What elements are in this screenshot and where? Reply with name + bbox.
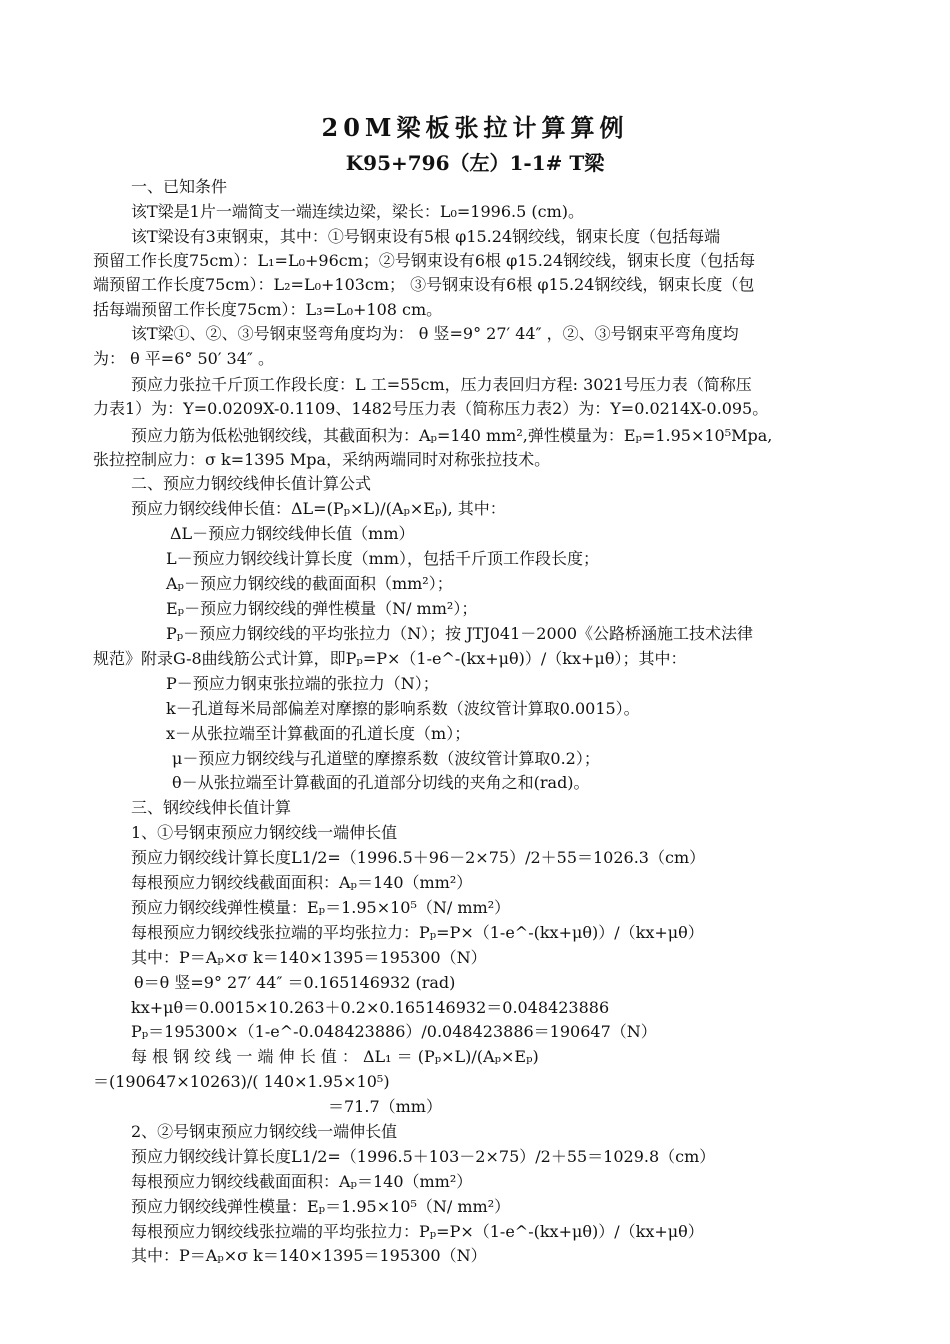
definition-line: θ－从张拉端至计算截面的孔道部分切线的夹角之和(rad)。	[172, 773, 590, 792]
paragraph-line: 预留工作长度75cm）：L₁=L₀+96cm；②号钢束设有6根 φ15.24钢绞线，钢束长度（包括每	[93, 251, 756, 270]
subsection-heading: 1、①号钢束预应力钢绞线一端伸长值	[131, 823, 398, 842]
definition-line: ΔL－预应力钢绞线伸长值（mm）	[170, 524, 415, 543]
section-heading: 二、预应力钢绞线伸长值计算公式	[131, 474, 372, 493]
calc-line: Pₚ＝195300×（1-e^-0.048423886）/0.048423886＝190647（N）	[131, 1022, 657, 1041]
formula-line: 预应力钢绞线伸长值：ΔL=(Pₚ×L)/(Aₚ×Eₚ), 其中：	[131, 499, 506, 518]
paragraph-line: 预应力筋为低松弛钢绞线，其截面积为：Aₚ=140 mm²,弹性模量为：Eₚ=1.95×10⁵Mpa,	[131, 426, 773, 445]
calc-line: 预应力钢绞线计算长度L1/2=（1996.5＋96－2×75）/2＋55＝1026.3（cm）	[131, 848, 706, 867]
calc-line: 预应力钢绞线计算长度L1/2=（1996.5＋103－2×75）/2＋55＝1029.8（cm）	[131, 1147, 716, 1166]
paragraph-line: 该T梁①、②、③号钢束竖弯角度均为： θ 竖=9° 27′ 44″ ，②、③号钢束平弯角度均	[131, 324, 739, 343]
calc-line: 每 根 钢 绞 线 一 端 伸 长 值 ： ΔL₁ ＝ (Pₚ×L)/(Aₚ×Eₚ)	[131, 1047, 539, 1066]
definition-line: k－孔道每米局部偏差对摩擦的影响系数（波纹管计算取0.0015）。	[166, 699, 640, 718]
paragraph-line: 端预留工作长度75cm）：L₂=L₀+103cm； ③号钢束设有6根 φ15.24钢绞线，钢束长度（包	[93, 275, 755, 294]
section-heading: 一、已知条件	[131, 177, 228, 196]
calc-result: ＝71.7（mm）	[328, 1097, 442, 1116]
paragraph-line: 该T梁是1片一端简支一端连续边梁，梁长：L₀=1996.5 (cm)。	[131, 202, 584, 221]
definition-line: L－预应力钢绞线计算长度（mm），包括千斤顶工作段长度；	[166, 549, 599, 568]
calc-line: ＝(190647×10263)/( 140×1.95×10⁵)	[93, 1072, 390, 1091]
paragraph-line: 括每端预留工作长度75cm）：L₃=L₀+108 cm。	[93, 300, 443, 319]
calc-line: 每根预应力钢绞线截面面积：Aₚ＝140（mm²）	[131, 1172, 473, 1191]
calc-line: 其中：P＝Aₚ×σ k＝140×1395＝195300（N）	[131, 1246, 487, 1265]
document-subtitle: K95+796（左）1-1# T梁	[345, 151, 605, 175]
definition-line: 规范》附录G-8曲线筋公式计算，即Pₚ=P×（1-e^-(kx+μθ)）/（kx+μθ）；其中：	[93, 649, 687, 668]
subsection-heading: 2、②号钢束预应力钢绞线一端伸长值	[131, 1122, 398, 1141]
calc-line: θ＝θ 竖=9° 27′ 44″ ＝0.165146932 (rad)	[134, 973, 456, 992]
definition-line: Pₚ－预应力钢绞线的平均张拉力（N）；按 JTJ041－2000《公路桥涵施工技术法律	[166, 624, 754, 643]
calc-line: 每根预应力钢绞线截面面积：Aₚ＝140（mm²）	[131, 873, 473, 892]
paragraph-line: 预应力张拉千斤顶工作段长度：L 工=55cm，压力表回归方程: 3021号压力表（简称压	[131, 375, 752, 394]
definition-line: μ－预应力钢绞线与孔道壁的摩擦系数（波纹管计算取0.2）；	[172, 749, 600, 768]
paragraph-line: 为： θ 平=6° 50′ 34″ 。	[93, 349, 274, 368]
paragraph-line: 张拉控制应力：σ k=1395 Mpa，采纳两端同时对称张拉技术。	[93, 450, 551, 469]
calc-line: 每根预应力钢绞线张拉端的平均张拉力：Pₚ=P×（1-e^-(kx+μθ)）/（kx+μθ）	[131, 1222, 704, 1241]
section-heading: 三、钢绞线伸长值计算	[131, 798, 292, 817]
definition-line: Eₚ－预应力钢绞线的弹性模量（N/ mm²）；	[166, 599, 478, 618]
paragraph-line: 力表1）为：Y=0.0209X-0.1109、1482号压力表（简称压力表2）为：Y=0.0214X-0.095。	[93, 399, 769, 418]
document-title: 20M梁板张拉计算算例	[321, 113, 629, 142]
paragraph-line: 该T梁设有3束钢束，其中：①号钢束设有5根 φ15.24钢绞线，钢束长度（包括每端	[131, 227, 721, 246]
calc-line: 每根预应力钢绞线张拉端的平均张拉力：Pₚ=P×（1-e^-(kx+μθ)）/（kx+μθ）	[131, 923, 704, 942]
calc-line: 预应力钢绞线弹性模量：Eₚ＝1.95×10⁵（N/ mm²）	[131, 1197, 511, 1216]
definition-line: P－预应力钢束张拉端的张拉力（N）；	[166, 674, 439, 693]
definition-line: x－从张拉端至计算截面的孔道长度（m）；	[166, 724, 471, 743]
calc-line: 其中：P＝Aₚ×σ k＝140×1395＝195300（N）	[131, 948, 487, 967]
calc-line: kx+μθ＝0.0015×10.263＋0.2×0.165146932＝0.048423886	[131, 998, 610, 1017]
calc-line: 预应力钢绞线弹性模量：Eₚ＝1.95×10⁵（N/ mm²）	[131, 898, 511, 917]
definition-line: Aₚ－预应力钢绞线的截面面积（mm²）；	[166, 574, 453, 593]
